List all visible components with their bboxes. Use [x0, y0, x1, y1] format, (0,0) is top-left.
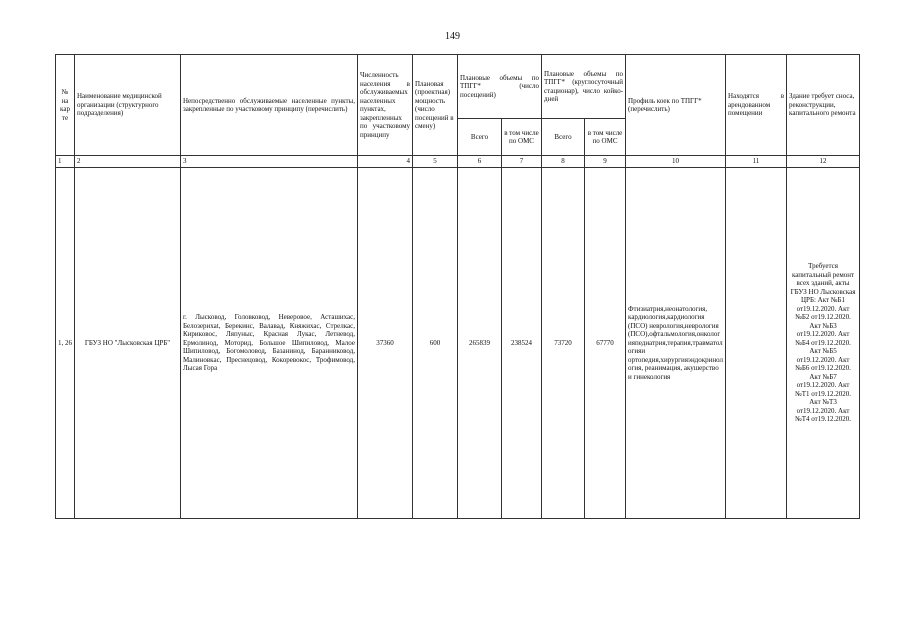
- header-population: Численность населения в обслуживаемых населенных пунктах, закрепленных по участковому принципу: [358, 55, 413, 156]
- header-beddays-oms: в том числе по ОМС: [585, 119, 626, 156]
- organization-name: ГБУЗ НО "Лысковская ЦРБ": [75, 168, 181, 519]
- column-number: 10: [626, 156, 726, 168]
- column-number: 6: [458, 156, 502, 168]
- building-status: Требуется капитальный ремонт всех зданий, акты ГБУЗ НО Лысковская ЦРБ: Акт №Б1 от19.12.2020. Акт №Б2 от19.12.2020. Акт №Б3 от19.12.2020. Акт №Б4 от19.12.2020. Акт №Б5 от19.12.2020. Акт №Б6 от19.12.2020. Акт №Б7 от19.12.2020. Акт №Т1 от19.12.2020. Акт №Т3 от19.12.2020. Акт №Т4 от19.12.2020.: [787, 168, 860, 519]
- table-row: [56, 168, 860, 519]
- header-localities: Непосредственно обслуживаемые населенные пункты, закрепленные по участковому принципу (перечислить): [181, 55, 358, 156]
- column-number: 7: [502, 156, 542, 168]
- bed-profile-list: Фтизиатрия,неонатология, кардиология,кардиология (ПСО) неврология,неврология (ПСО),офтальмология,онкологияпедиатрия,терапия,травматологияи ортопедия,хирургияэндокринология, реанимация, акушерство и гинекология: [626, 168, 726, 519]
- header-visits: Плановые объемы по ТПГГ* (число посещений): [458, 55, 542, 119]
- header-bed-profile: Профиль коек по ТПГГ* (перечислить): [626, 55, 726, 156]
- header-organization: Наименование медицинской организации (структурного подразделения): [75, 55, 181, 156]
- population-value: 37360: [358, 168, 413, 519]
- rented-value: [726, 168, 787, 519]
- column-number: 3: [181, 156, 358, 168]
- header-capacity: Плановая (проектная) мощность (число посещений в смену): [413, 55, 458, 156]
- capacity-value: 600: [413, 168, 458, 519]
- column-number: 8: [542, 156, 585, 168]
- column-number: 11: [726, 156, 787, 168]
- page-number: 149: [445, 31, 460, 42]
- row-number: 1, 26: [56, 168, 75, 519]
- column-number: 4: [358, 156, 413, 168]
- column-number: 5: [413, 156, 458, 168]
- column-numbers-row: [56, 156, 860, 168]
- header-rented: Находятся в арендованном помещении: [726, 55, 787, 156]
- header-number: № на кар те: [56, 55, 75, 156]
- visits-total-value: 265839: [458, 168, 502, 519]
- beddays-oms-value: 67770: [585, 168, 626, 519]
- column-number: 1: [56, 156, 75, 168]
- header-building: Здание требует сноса, реконструкции, капитального ремонта: [787, 55, 860, 156]
- header-visits-total: Всего: [458, 119, 502, 156]
- column-number: 12: [787, 156, 860, 168]
- beddays-total-value: 73720: [542, 168, 585, 519]
- header-beddays-total: Всего: [542, 119, 585, 156]
- column-number: 2: [75, 156, 181, 168]
- medical-organizations-table: [55, 54, 860, 519]
- visits-oms-value: 238524: [502, 168, 542, 519]
- column-number: 9: [585, 156, 626, 168]
- header-visits-oms: в том числе по ОМС: [502, 119, 542, 156]
- localities-list: г. Лысковод, Головковод, Неверовое, Асташихас, Белозерихаt, Берекинс, Валавад, Княжихас, Стрелкас, Кириковос, Ляпуныс, Красная Лукас, Летневод, Ермолинод, Моторид, Большое Шипиловод, Малое Шипиловод, Богомоловод, Базанинод, Баранниковод, Малиновкас, Преснецовод, Кокоревокос, Трофимовод, Лысая Гора: [181, 168, 358, 519]
- header-row-1: [56, 55, 860, 119]
- header-beddays: Плановые объемы по ТПГГ* (круглосуточный стационар), число койко-дней: [542, 55, 626, 119]
